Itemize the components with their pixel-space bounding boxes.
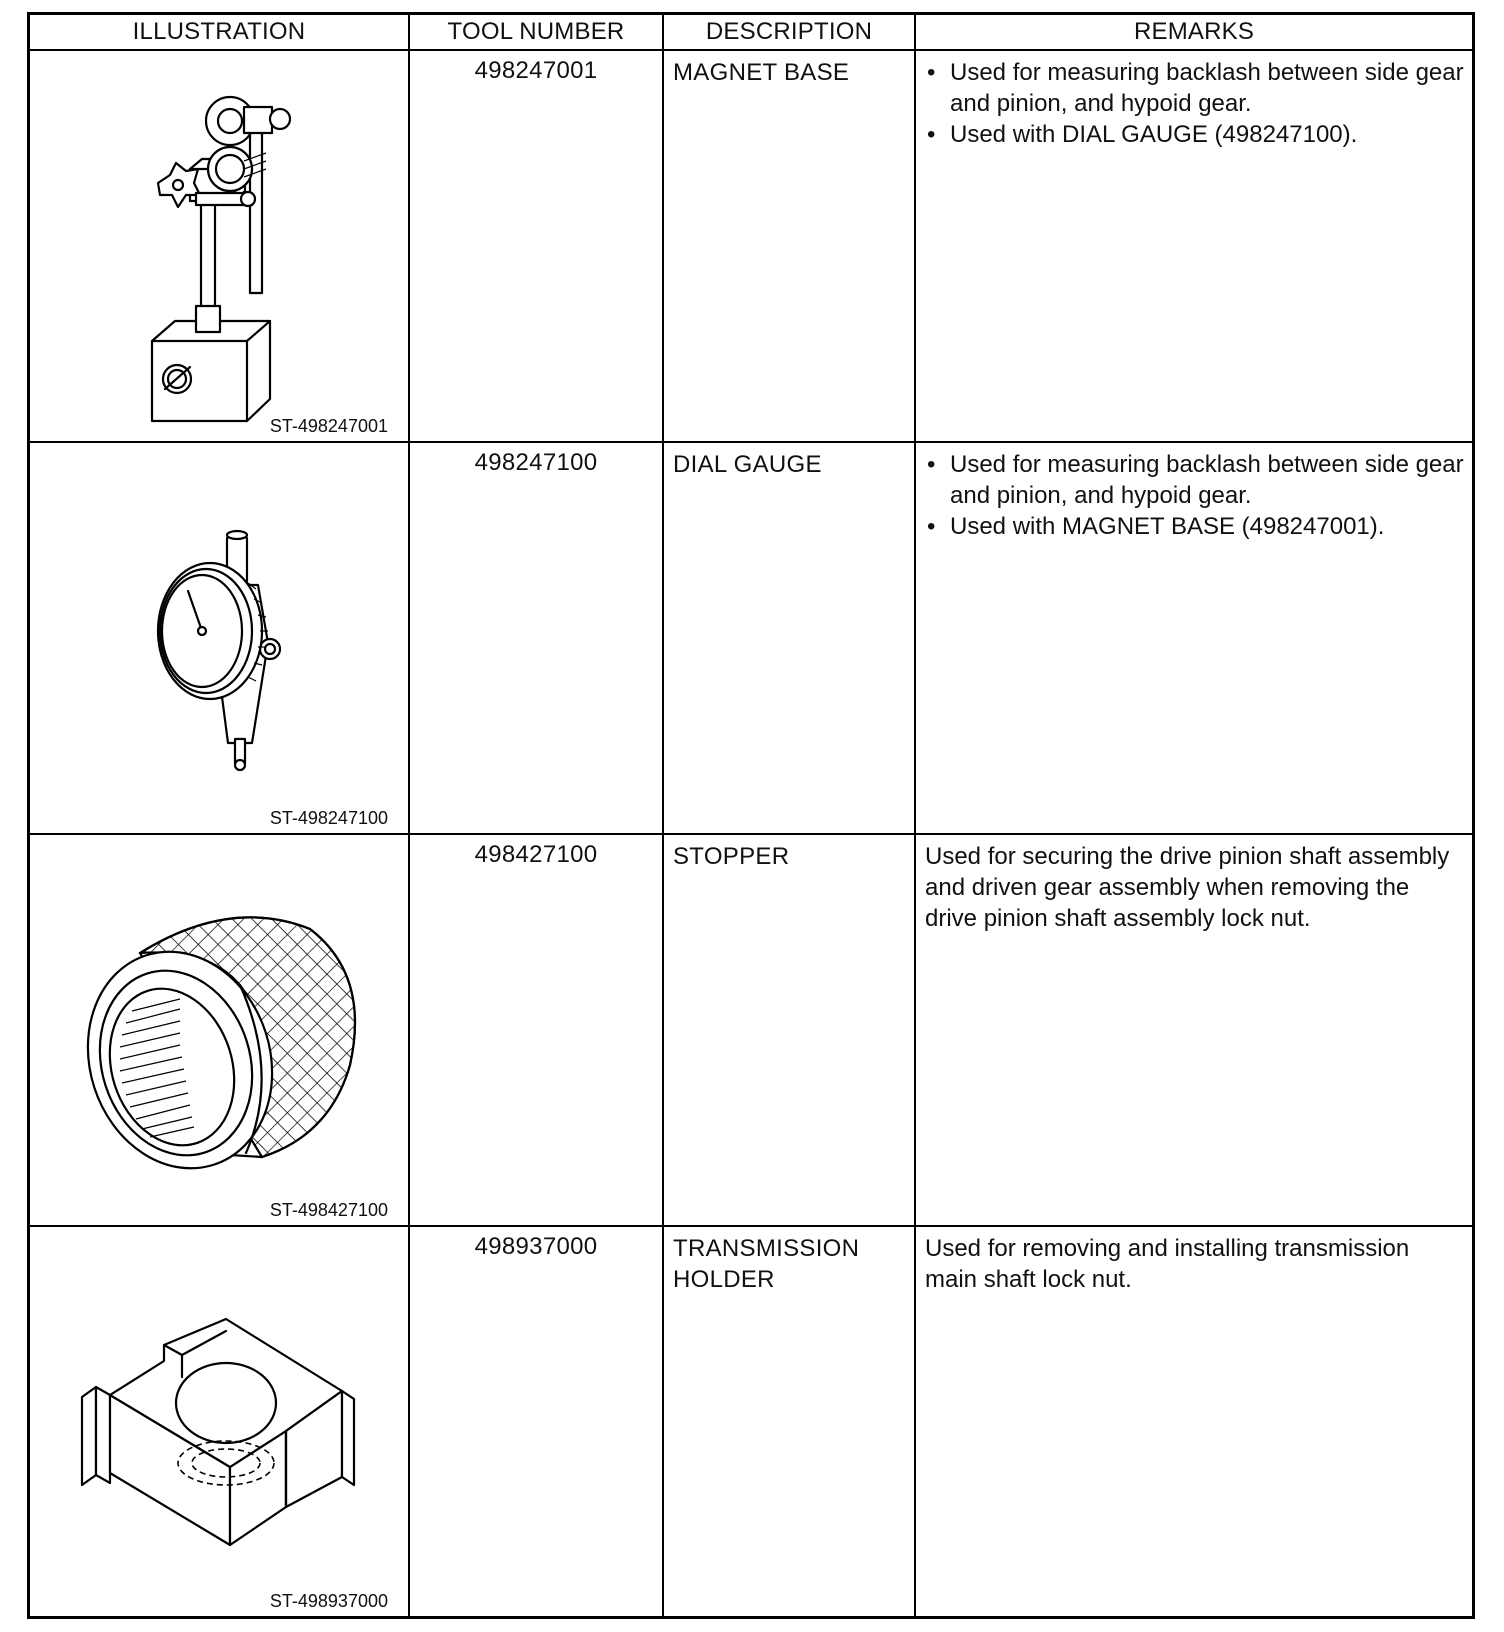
transmission-holder-illustration [30, 1227, 408, 1616]
remarks-cell: Used for securing the drive pinion shaft assembly and driven gear assembly when removing the drive pinion shaft assembly lock nut. [925, 843, 1450, 932]
table-row [30, 1227, 1472, 1616]
special-tools-table [27, 12, 1475, 1619]
table-header [30, 15, 1472, 51]
header-description: DESCRIPTION [705, 18, 873, 45]
remark-item: • Used with DIAL GAUGE (498247100). [927, 121, 1358, 148]
remarks-cell [925, 57, 1465, 150]
illustration-cell [30, 443, 408, 833]
image-code: ST-498937000 [269, 1591, 388, 1611]
remark-item: • Used with MAGNET BASE (498247001). [927, 513, 1385, 540]
tool-number: 498247100 [474, 449, 598, 476]
image-code: ST-498247001 [269, 416, 388, 436]
tool-description: TRANSMISSION HOLDER [673, 1235, 860, 1293]
illustration-cell [30, 51, 408, 441]
header-illustration: ILLUSTRATION [132, 18, 306, 45]
table-row [30, 51, 1472, 443]
tool-number: 498427100 [474, 841, 598, 868]
tool-description: STOPPER [673, 843, 790, 870]
tool-description: DIAL GAUGE [673, 451, 822, 478]
tool-description: MAGNET BASE [673, 59, 850, 86]
stopper-illustration [30, 835, 408, 1227]
remark-item: • Used for measuring backlash between side gear and pinion, and hypoid gear. [927, 59, 1464, 117]
illustration-cell [30, 1227, 408, 1616]
remarks-cell: Used for removing and installing transmission main shaft lock nut. [925, 1235, 1410, 1293]
illustration-cell [30, 835, 408, 1225]
header-remarks: REMARKS [1133, 18, 1255, 45]
image-code: ST-498247100 [269, 808, 388, 828]
table-row [30, 443, 1472, 835]
remarks-cell [925, 449, 1465, 542]
tool-number: 498937000 [474, 1233, 598, 1260]
tool-number: 498247001 [474, 57, 598, 84]
header-tool-number: TOOL NUMBER [447, 18, 625, 45]
dial-gauge-illustration [30, 443, 408, 835]
image-code: ST-498427100 [269, 1200, 388, 1220]
magnet-base-illustration [30, 51, 408, 443]
remark-item: • Used for measuring backlash between side gear and pinion, and hypoid gear. [927, 451, 1464, 509]
table-row [30, 835, 1472, 1227]
